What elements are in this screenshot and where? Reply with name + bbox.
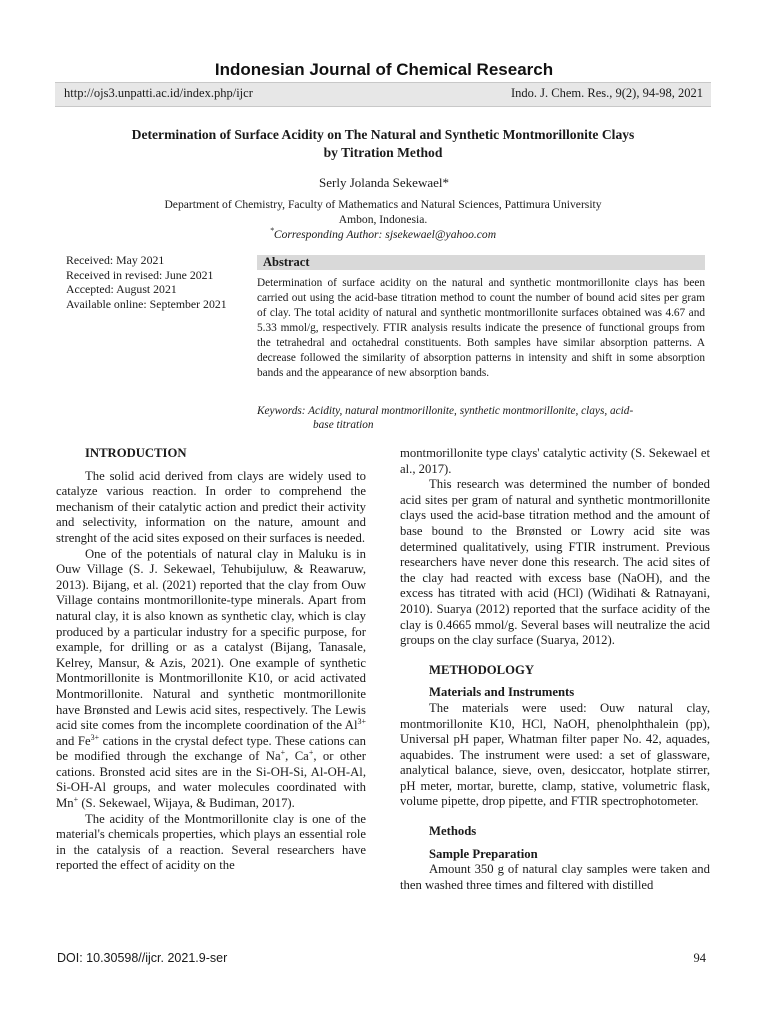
p2-text-f: (S. Sekewael, Wijaya, & Budiman, 2017). — [78, 796, 295, 811]
affiliation-line-2: Ambon, Indonesia. — [338, 213, 428, 226]
p2-sup-4: + — [308, 748, 314, 758]
affiliation — [100, 197, 666, 242]
p2-text-e: , or other cations. Bronsted acid sites are in the Si-OH-Si, Al-OH-Al, Si-OH-Al groups, and water molecules coordinated with Mn — [56, 749, 366, 811]
p2-text-b: and Fe — [56, 733, 91, 748]
keywords-line-1: Keywords: Acidity, natural montmorillonite, synthetic montmorillonite, clays, acid- — [257, 405, 634, 417]
keywords — [257, 404, 705, 432]
p2-text-d: , Ca — [285, 749, 309, 764]
sample-preparation-heading: Sample Preparation — [429, 846, 538, 861]
p2-sup-3: + — [280, 748, 286, 758]
materials-heading: Materials and Instruments — [429, 685, 575, 700]
keywords-line-2: base titration — [313, 419, 374, 431]
left-column — [56, 446, 366, 874]
footer-doi[interactable]: DOI: 10.30598//ijcr. 2021.9-ser — [57, 951, 228, 965]
date-accepted: Accepted: August 2021 — [66, 282, 177, 296]
paper-title — [60, 126, 706, 162]
p2-text-c: cations in the crystal defect type. These cations can be modified through the exchange of Na — [56, 733, 366, 764]
date-revised: Received in revised: June 2021 — [66, 267, 214, 282]
materials-paragraph: The materials were used: Ouw natural clay, montmorillonite K10, HCl, NaOH, phenolphthalein (pp), Universal pH paper, Whatman filter paper No. 42, aquades, aquabides. The instrument were used: a set of glassware, analytical balance, sieve, oven, desiccator, hotplate stirrer, pH meter, mortar, burette, clamp, stative, volumetric flask, volume pipette, drop pipette, and FTIR spectrophotometer. — [400, 700, 710, 809]
intro-paragraph-2 — [56, 547, 366, 812]
methods-heading: Methods — [429, 824, 477, 839]
corresponding-author-text: Corresponding Author: sjsekewael@yahoo.com — [273, 228, 497, 241]
journal-url[interactable]: http://ojs3.unpatti.ac.id/index.php/ijcr — [64, 86, 253, 100]
affiliation-line-1: Department of Chemistry, Faculty of Mathematics and Natural Sciences, Pattimura University — [164, 198, 602, 211]
corresponding-author — [100, 227, 666, 242]
sample-preparation-paragraph: Amount 350 g of natural clay samples were taken and then washed three times and filtered with distilled — [400, 862, 710, 892]
p2-sup-5: + — [73, 794, 79, 804]
header-bar — [55, 82, 711, 107]
paper-title-line-2: by Titration Method — [323, 145, 443, 160]
paper-title-line-1: Determination of Surface Acidity on The Natural and Synthetic Montmorillonite Clays — [131, 127, 635, 142]
p2-sup-1: 3+ — [357, 716, 366, 726]
intro-paragraph-4: This research was determined the number of bonded acid sites per gram of natural and synthetic montmorillonite clays used the acid-base titration method and the amount of base bound to the Brønsted or Lowry acid site was determined qualitatively, using FTIR instrument. Previous researchers have never done this research. The acid sites of the clay had reacted with excess base (NaOH), and the excess has titrated with acid (HCl) (Widihati & Ratnayani, 2010). Suarya (2012) reported that the surface acidity of the clay is 0.4665 mmol/g. Several bases will neutralize the acid groups on the clay surface (Suarya, 2012). — [400, 477, 710, 648]
continued-paragraph: montmorillonite type clays' catalytic activity (S. Sekewael et al., 2017). — [400, 446, 710, 476]
journal-citation: Indo. J. Chem. Res., 9(2), 94-98, 2021 — [511, 86, 703, 100]
journal-title: Indonesian Journal of Chemical Research — [214, 60, 554, 79]
date-online: Available online: September 2021 — [66, 296, 227, 311]
author-name: Serly Jolanda Sekewael* — [319, 175, 449, 190]
date-received: Received: May 2021 — [66, 253, 165, 267]
abstract-heading — [257, 255, 705, 270]
p2-text-a: One of the potentials of natural clay in Maluku is in Ouw Village (S. J. Sekewael, Tehubijuluw, & Reawaruw, 2013). Bijang, et al. (2021) reported that the clay from Ouw Village contains montmorillonite-type minerals. Apart from natural clay, it is also known as synthetic clay, which is clay produced by a particular industry for a specific purpose, for example, for drilling or as a catalyst (Bijang, Tanasale, Kelrey, Mansur, & Azis, 2021). One example of synthetic Montmorillonite is Montmorillonite K10, or acid activated Montmorillonite. Natural and synthetic montmorillonite have Brønsted and Lewis acid sites, respectively. The Lewis acid site comes from the incomplete coordination of the Al — [56, 546, 366, 733]
methodology-heading: METHODOLOGY — [429, 662, 535, 677]
introduction-heading: INTRODUCTION — [85, 446, 187, 460]
p2-sup-2: 3+ — [90, 732, 100, 742]
article-dates — [66, 253, 227, 311]
corresponding-mark: * — [269, 226, 274, 236]
abstract-heading-label: Abstract — [263, 255, 310, 269]
intro-paragraph-1: The solid acid derived from clays are widely used to catalyze various reaction. In order to comprehend the mechanism of their catalytic action and predict their activity and selectivity, information on the nature, amount and strenght of the acid sites exposed on their surfaces is needed. — [56, 468, 366, 545]
right-column — [400, 446, 710, 893]
intro-paragraph-3: The acidity of the Montmorillonite clay is one of the material's chemicals properties, which plays an essential role in the catalysis of a reaction. Several researchers have reported the effect of acidity on the — [56, 811, 366, 873]
page-number: 94 — [693, 951, 706, 965]
abstract-text: Determination of surface acidity on the natural and synthetic montmorillonite clays has been carried out using the acid-base titration method to count the number of bound acid sites per gram of clay. The total acidity of natural and synthetic montmorillonite surfaces obtained was 4.67 and 5.33 mmol/g, respectively. FTIR analysis results indicate the presence of functional groups from the tetrahedral and octahedral constituents. Both samples have similar absorption patterns. A decrease followed the similarity of absorption patterns in intensity and shift in some absorption bands and the appearance of new absorption bands. — [257, 277, 705, 379]
